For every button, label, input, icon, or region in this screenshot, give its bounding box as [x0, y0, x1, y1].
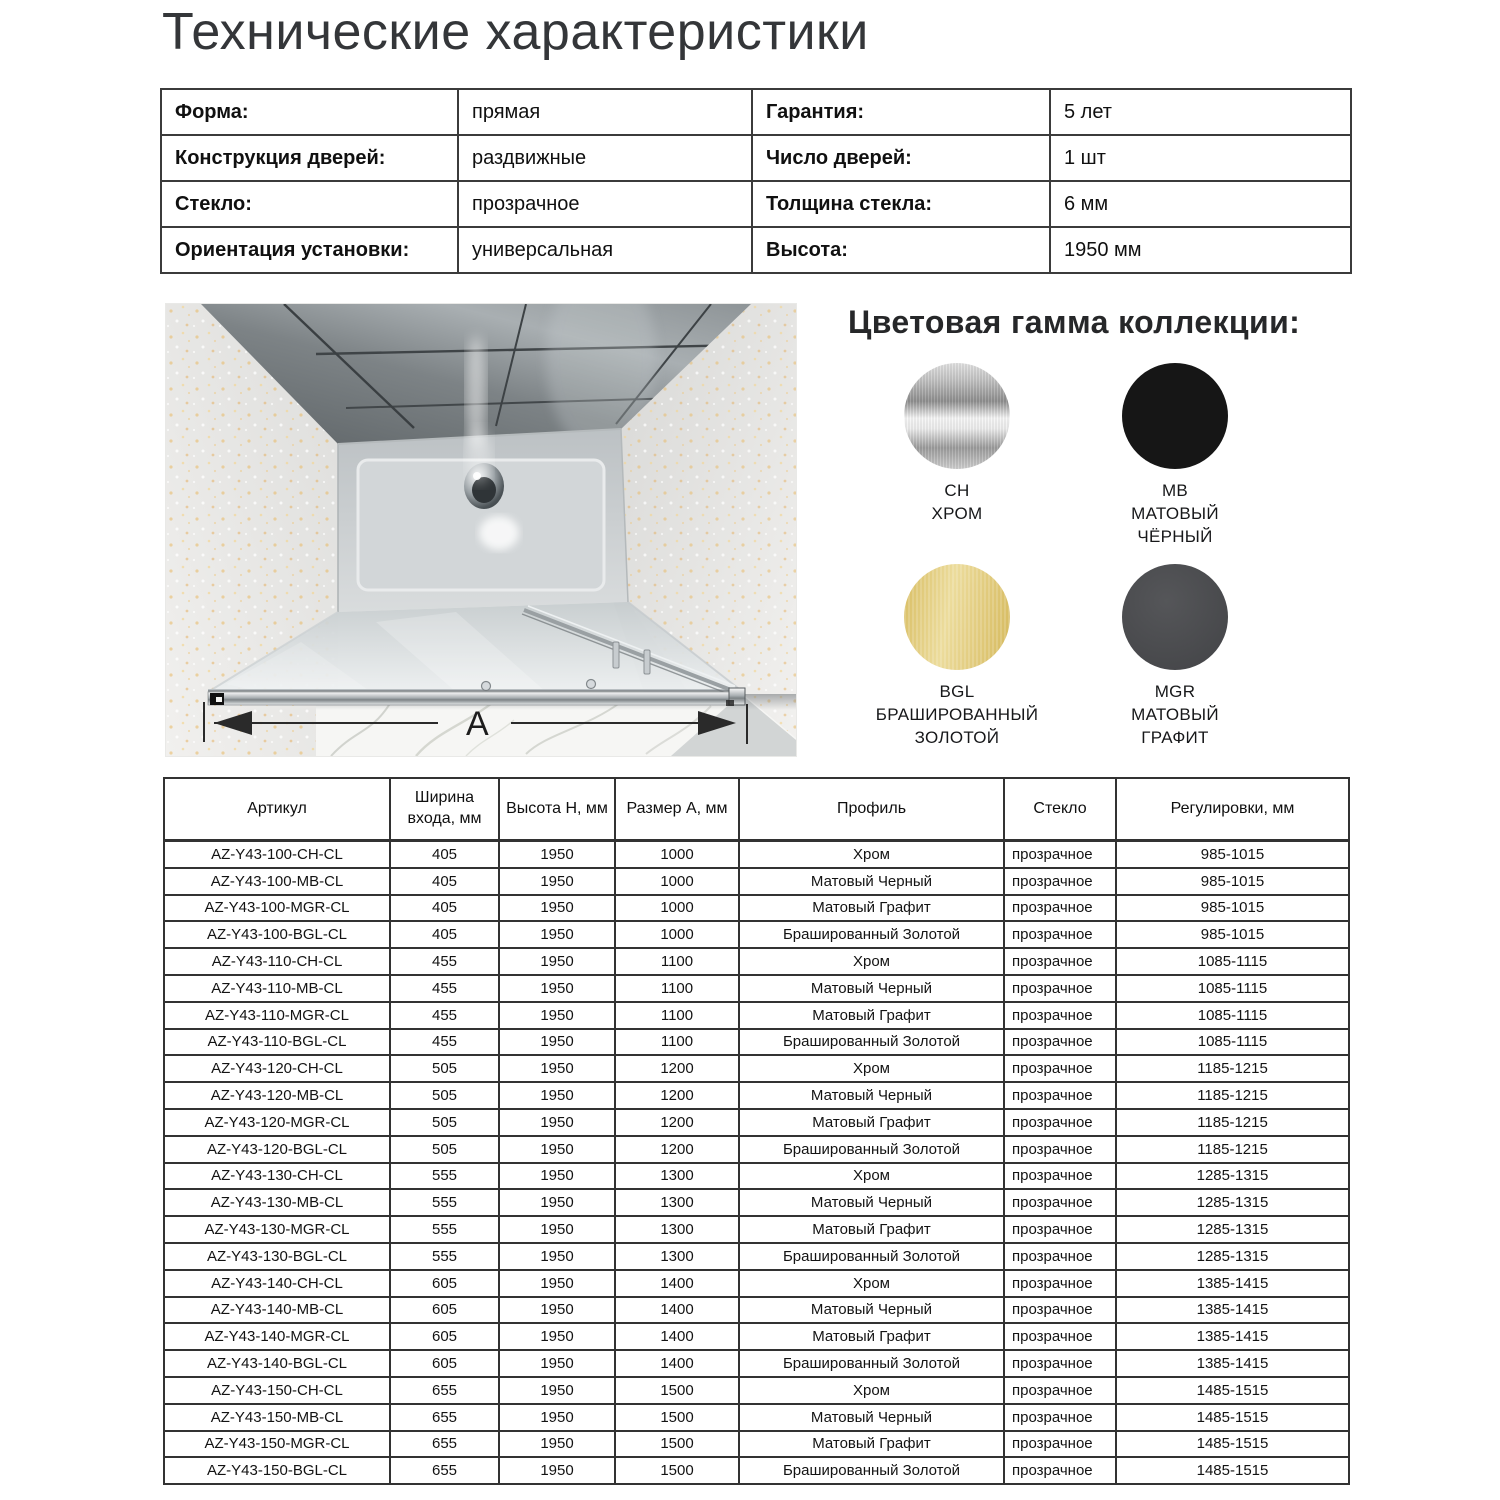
- cell-adjustments: 985-1015: [1116, 921, 1349, 948]
- colors-title: Цветовая гамма коллекции:: [848, 304, 1301, 340]
- cell-profile: Хром: [739, 1377, 1004, 1404]
- cell-profile: Матовый Черный: [739, 1082, 1004, 1109]
- swatch-name: ГРАФИТ: [1141, 728, 1209, 747]
- cell-size-a: 1200: [615, 1136, 739, 1163]
- cell-adjustments: 1185-1215: [1116, 1136, 1349, 1163]
- cell-adjustments: 985-1015: [1116, 895, 1349, 922]
- cell-size-a: 1200: [615, 1109, 739, 1136]
- table-row: [164, 1189, 1349, 1216]
- cell-height: 1950: [499, 1055, 615, 1082]
- cell-entry-width: 455: [390, 975, 499, 1002]
- light-streak: [466, 428, 492, 484]
- cell-profile: Матовый Графит: [739, 1216, 1004, 1243]
- swatch-code: BGL: [939, 682, 975, 701]
- cell-entry-width: 505: [390, 1055, 499, 1082]
- cell-size-a: 1500: [615, 1377, 739, 1404]
- cell-article: AZ-Y43-120-MB-CL: [164, 1082, 390, 1109]
- swatch-name: МАТОВЫЙ: [1131, 705, 1219, 724]
- swatch-name: ХРОМ: [931, 504, 983, 523]
- swatch-matte-graphite: [1066, 564, 1284, 749]
- light-spot: [479, 516, 519, 550]
- cell-adjustments: 1485-1515: [1116, 1377, 1349, 1404]
- table-row: [164, 921, 1349, 948]
- cell-entry-width: 605: [390, 1350, 499, 1377]
- cell-article: AZ-Y43-130-MB-CL: [164, 1189, 390, 1216]
- cell-article: AZ-Y43-120-MGR-CL: [164, 1109, 390, 1136]
- cell-height: 1950: [499, 841, 615, 868]
- spec-label: Гарантия:: [752, 89, 1050, 135]
- spec-value: 5 лет: [1050, 89, 1351, 135]
- bottom-rail: [208, 688, 745, 706]
- swatch-code: MB: [1161, 481, 1189, 500]
- cell-height: 1950: [499, 1350, 615, 1377]
- spec-value: 1 шт: [1050, 135, 1351, 181]
- matte-graphite-swatch-circle: [1122, 564, 1228, 670]
- cell-entry-width: 505: [390, 1109, 499, 1136]
- spec-row: [161, 227, 1351, 273]
- table-row: [164, 1431, 1349, 1458]
- spec-label: Толщина стекла:: [752, 181, 1050, 227]
- cell-profile: Матовый Черный: [739, 868, 1004, 895]
- variants-table: [163, 777, 1350, 1485]
- table-row: [164, 1323, 1349, 1350]
- cell-article: AZ-Y43-100-MGR-CL: [164, 895, 390, 922]
- cell-entry-width: 555: [390, 1216, 499, 1243]
- table-row: [164, 1457, 1349, 1484]
- cell-article: AZ-Y43-140-BGL-CL: [164, 1350, 390, 1377]
- spec-row: [161, 89, 1351, 135]
- spec-label: Ориентация установки:: [161, 227, 458, 273]
- cell-size-a: 1400: [615, 1297, 739, 1324]
- colors-section: [848, 304, 1348, 749]
- cell-adjustments: 1185-1215: [1116, 1109, 1349, 1136]
- cell-article: AZ-Y43-150-BGL-CL: [164, 1457, 390, 1484]
- cell-size-a: 1100: [615, 1029, 739, 1056]
- table-row: [164, 1136, 1349, 1163]
- cell-height: 1950: [499, 1297, 615, 1324]
- cell-size-a: 1300: [615, 1189, 739, 1216]
- col-header-entry-width: Ширина входа, мм: [390, 778, 499, 841]
- swatch-matte-black: [1066, 363, 1284, 548]
- swatch-chrome: [848, 363, 1066, 548]
- cell-adjustments: 1085-1115: [1116, 975, 1349, 1002]
- cell-profile: Хром: [739, 1270, 1004, 1297]
- table-row: [164, 1404, 1349, 1431]
- spec-value: 1950 мм: [1050, 227, 1351, 273]
- cell-glass: прозрачное: [1004, 868, 1116, 895]
- cell-adjustments: 1085-1115: [1116, 1002, 1349, 1029]
- col-header-article: Артикул: [164, 778, 390, 841]
- cell-height: 1950: [499, 1082, 615, 1109]
- cell-glass: прозрачное: [1004, 1002, 1116, 1029]
- cell-entry-width: 405: [390, 895, 499, 922]
- cell-entry-width: 405: [390, 841, 499, 868]
- cell-adjustments: 1085-1115: [1116, 948, 1349, 975]
- cell-article: AZ-Y43-130-CH-CL: [164, 1163, 390, 1190]
- col-header-size-a: Размер A, мм: [615, 778, 739, 841]
- cell-size-a: 1500: [615, 1404, 739, 1431]
- cell-adjustments: 1285-1315: [1116, 1216, 1349, 1243]
- cell-entry-width: 405: [390, 921, 499, 948]
- cell-height: 1950: [499, 948, 615, 975]
- cell-profile: Матовый Черный: [739, 1297, 1004, 1324]
- spec-value: универсальная: [458, 227, 752, 273]
- cell-adjustments: 1185-1215: [1116, 1082, 1349, 1109]
- cell-glass: прозрачное: [1004, 1323, 1116, 1350]
- shower-top-view-image: [165, 303, 797, 757]
- cell-entry-width: 555: [390, 1243, 499, 1270]
- table-row: [164, 1297, 1349, 1324]
- cell-size-a: 1000: [615, 868, 739, 895]
- cell-adjustments: 1285-1315: [1116, 1163, 1349, 1190]
- table-row: [164, 1082, 1349, 1109]
- cell-article: AZ-Y43-110-BGL-CL: [164, 1029, 390, 1056]
- cell-glass: прозрачное: [1004, 1377, 1116, 1404]
- cell-glass: прозрачное: [1004, 1457, 1116, 1484]
- cell-adjustments: 1385-1415: [1116, 1270, 1349, 1297]
- cell-height: 1950: [499, 1216, 615, 1243]
- cell-article: AZ-Y43-120-CH-CL: [164, 1055, 390, 1082]
- col-header-adjustments: Регулировки, мм: [1116, 778, 1349, 841]
- table-row: [164, 1002, 1349, 1029]
- variants-table-body: [164, 841, 1349, 1485]
- spec-label: Конструкция дверей:: [161, 135, 458, 181]
- cell-glass: прозрачное: [1004, 975, 1116, 1002]
- table-row: [164, 1163, 1349, 1190]
- cell-glass: прозрачное: [1004, 1270, 1116, 1297]
- cell-article: AZ-Y43-110-MGR-CL: [164, 1002, 390, 1029]
- cell-height: 1950: [499, 1377, 615, 1404]
- spec-label: Число дверей:: [752, 135, 1050, 181]
- cell-entry-width: 605: [390, 1270, 499, 1297]
- cell-profile: Матовый Черный: [739, 975, 1004, 1002]
- swatch-name: БРАШИРОВАННЫЙ: [875, 705, 1039, 724]
- cell-entry-width: 505: [390, 1136, 499, 1163]
- cell-size-a: 1000: [615, 921, 739, 948]
- cell-height: 1950: [499, 1457, 615, 1484]
- cell-adjustments: 985-1015: [1116, 868, 1349, 895]
- table-row: [164, 1216, 1349, 1243]
- cell-height: 1950: [499, 921, 615, 948]
- cell-size-a: 1200: [615, 1055, 739, 1082]
- cell-size-a: 1100: [615, 975, 739, 1002]
- cell-entry-width: 605: [390, 1323, 499, 1350]
- table-row: [164, 1109, 1349, 1136]
- cell-size-a: 1000: [615, 895, 739, 922]
- spec-row: [161, 135, 1351, 181]
- cell-adjustments: 1485-1515: [1116, 1431, 1349, 1458]
- spec-value: прямая: [458, 89, 752, 135]
- cell-entry-width: 555: [390, 1189, 499, 1216]
- table-row: [164, 895, 1349, 922]
- cell-entry-width: 455: [390, 948, 499, 975]
- col-header-profile: Профиль: [739, 778, 1004, 841]
- cell-entry-width: 655: [390, 1377, 499, 1404]
- cell-profile: Матовый Графит: [739, 1109, 1004, 1136]
- table-row: [164, 1270, 1349, 1297]
- cell-entry-width: 655: [390, 1404, 499, 1431]
- cell-height: 1950: [499, 1323, 615, 1350]
- swatch-code: MGR: [1154, 682, 1196, 701]
- cell-entry-width: 655: [390, 1431, 499, 1458]
- cell-article: AZ-Y43-110-MB-CL: [164, 975, 390, 1002]
- swatch-name: МАТОВЫЙ: [1131, 504, 1219, 523]
- cell-height: 1950: [499, 1404, 615, 1431]
- spec-row: [161, 181, 1351, 227]
- cell-glass: прозрачное: [1004, 1350, 1116, 1377]
- swatch-brushed-gold: [848, 564, 1066, 749]
- cell-profile: Хром: [739, 948, 1004, 975]
- cell-height: 1950: [499, 1136, 615, 1163]
- cell-size-a: 1300: [615, 1163, 739, 1190]
- cell-article: AZ-Y43-100-BGL-CL: [164, 921, 390, 948]
- spec-value: раздвижные: [458, 135, 752, 181]
- table-row: [164, 1350, 1349, 1377]
- cell-glass: прозрачное: [1004, 1055, 1116, 1082]
- cell-entry-width: 455: [390, 1029, 499, 1056]
- cell-glass: прозрачное: [1004, 1297, 1116, 1324]
- cell-glass: прозрачное: [1004, 895, 1116, 922]
- cell-profile: Матовый Черный: [739, 1404, 1004, 1431]
- table-row: [164, 1055, 1349, 1082]
- cell-height: 1950: [499, 1431, 615, 1458]
- cell-height: 1950: [499, 1270, 615, 1297]
- table-row: [164, 1377, 1349, 1404]
- matte-black-swatch-circle: [1122, 363, 1228, 469]
- col-header-glass: Стекло: [1004, 778, 1116, 841]
- cell-glass: прозрачное: [1004, 1189, 1116, 1216]
- cell-article: AZ-Y43-120-BGL-CL: [164, 1136, 390, 1163]
- variants-header-row: [164, 778, 1349, 841]
- cell-glass: прозрачное: [1004, 1243, 1116, 1270]
- cell-profile: Матовый Черный: [739, 1189, 1004, 1216]
- cell-glass: прозрачное: [1004, 1082, 1116, 1109]
- cell-article: AZ-Y43-140-CH-CL: [164, 1270, 390, 1297]
- cell-size-a: 1000: [615, 841, 739, 868]
- cell-glass: прозрачное: [1004, 1029, 1116, 1056]
- cell-size-a: 1100: [615, 1002, 739, 1029]
- cell-adjustments: 1385-1415: [1116, 1297, 1349, 1324]
- cell-entry-width: 455: [390, 1002, 499, 1029]
- cell-size-a: 1300: [615, 1243, 739, 1270]
- swatch-grid: [848, 363, 1348, 749]
- cell-profile: Матовый Графит: [739, 895, 1004, 922]
- cell-profile: Брашированный Золотой: [739, 1457, 1004, 1484]
- table-row: [164, 868, 1349, 895]
- cell-profile: Хром: [739, 841, 1004, 868]
- cell-glass: прозрачное: [1004, 1404, 1116, 1431]
- spec-value: 6 мм: [1050, 181, 1351, 227]
- cell-glass: прозрачное: [1004, 1136, 1116, 1163]
- cell-adjustments: 985-1015: [1116, 841, 1349, 868]
- cell-entry-width: 605: [390, 1297, 499, 1324]
- cell-profile: Матовый Графит: [739, 1431, 1004, 1458]
- cell-height: 1950: [499, 895, 615, 922]
- cell-glass: прозрачное: [1004, 1431, 1116, 1458]
- cell-height: 1950: [499, 1243, 615, 1270]
- cell-adjustments: 1385-1415: [1116, 1323, 1349, 1350]
- cell-entry-width: 555: [390, 1163, 499, 1190]
- table-row: [164, 1243, 1349, 1270]
- cell-height: 1950: [499, 1029, 615, 1056]
- cell-height: 1950: [499, 1163, 615, 1190]
- cell-adjustments: 1285-1315: [1116, 1243, 1349, 1270]
- cell-profile: Брашированный Золотой: [739, 1350, 1004, 1377]
- cell-size-a: 1300: [615, 1216, 739, 1243]
- cell-article: AZ-Y43-110-CH-CL: [164, 948, 390, 975]
- cell-glass: прозрачное: [1004, 1109, 1116, 1136]
- cell-adjustments: 1185-1215: [1116, 1055, 1349, 1082]
- cell-article: AZ-Y43-130-MGR-CL: [164, 1216, 390, 1243]
- dimension-label: A: [466, 705, 489, 743]
- cell-profile: Хром: [739, 1055, 1004, 1082]
- cell-size-a: 1400: [615, 1323, 739, 1350]
- table-row: [164, 841, 1349, 868]
- cell-profile: Матовый Графит: [739, 1323, 1004, 1350]
- cell-article: AZ-Y43-100-MB-CL: [164, 868, 390, 895]
- cell-height: 1950: [499, 1002, 615, 1029]
- cell-glass: прозрачное: [1004, 1163, 1116, 1190]
- brushed-gold-swatch-circle: [904, 564, 1010, 670]
- cell-adjustments: 1385-1415: [1116, 1350, 1349, 1377]
- cell-height: 1950: [499, 868, 615, 895]
- cell-adjustments: 1085-1115: [1116, 1029, 1349, 1056]
- cell-size-a: 1400: [615, 1350, 739, 1377]
- cell-size-a: 1500: [615, 1431, 739, 1458]
- cell-article: AZ-Y43-140-MB-CL: [164, 1297, 390, 1324]
- cell-profile: Хром: [739, 1163, 1004, 1190]
- cell-entry-width: 505: [390, 1082, 499, 1109]
- chrome-swatch-circle: [904, 363, 1010, 469]
- cell-glass: прозрачное: [1004, 921, 1116, 948]
- cell-article: AZ-Y43-150-MB-CL: [164, 1404, 390, 1431]
- cell-profile: Матовый Графит: [739, 1002, 1004, 1029]
- cell-size-a: 1500: [615, 1457, 739, 1484]
- cell-glass: прозрачное: [1004, 1216, 1116, 1243]
- cell-entry-width: 655: [390, 1457, 499, 1484]
- spec-label: Стекло:: [161, 181, 458, 227]
- cell-adjustments: 1485-1515: [1116, 1457, 1349, 1484]
- swatch-name: ЧЁРНЫЙ: [1137, 527, 1213, 546]
- spec-value: прозрачное: [458, 181, 752, 227]
- cell-article: AZ-Y43-100-CH-CL: [164, 841, 390, 868]
- swatch-code: CH: [944, 481, 970, 500]
- cell-size-a: 1400: [615, 1270, 739, 1297]
- cell-adjustments: 1285-1315: [1116, 1189, 1349, 1216]
- cell-article: AZ-Y43-130-BGL-CL: [164, 1243, 390, 1270]
- cell-profile: Брашированный Золотой: [739, 1029, 1004, 1056]
- cell-adjustments: 1485-1515: [1116, 1404, 1349, 1431]
- cell-glass: прозрачное: [1004, 948, 1116, 975]
- cell-article: AZ-Y43-140-MGR-CL: [164, 1323, 390, 1350]
- cell-article: AZ-Y43-150-MGR-CL: [164, 1431, 390, 1458]
- table-row: [164, 975, 1349, 1002]
- cell-size-a: 1100: [615, 948, 739, 975]
- cell-entry-width: 405: [390, 868, 499, 895]
- cell-article: AZ-Y43-150-CH-CL: [164, 1377, 390, 1404]
- cell-height: 1950: [499, 975, 615, 1002]
- page-title: Технические характеристики: [162, 3, 869, 61]
- spec-label: Высота:: [752, 227, 1050, 273]
- spec-summary-table: [160, 88, 1352, 274]
- col-header-height: Высота H, мм: [499, 778, 615, 841]
- cell-profile: Брашированный Золотой: [739, 1136, 1004, 1163]
- spec-label: Форма:: [161, 89, 458, 135]
- cell-glass: прозрачное: [1004, 841, 1116, 868]
- table-row: [164, 1029, 1349, 1056]
- cell-height: 1950: [499, 1189, 615, 1216]
- cell-profile: Брашированный Золотой: [739, 1243, 1004, 1270]
- table-row: [164, 948, 1349, 975]
- cell-height: 1950: [499, 1109, 615, 1136]
- cell-profile: Брашированный Золотой: [739, 921, 1004, 948]
- swatch-name: ЗОЛОТОЙ: [914, 728, 1000, 747]
- cell-size-a: 1200: [615, 1082, 739, 1109]
